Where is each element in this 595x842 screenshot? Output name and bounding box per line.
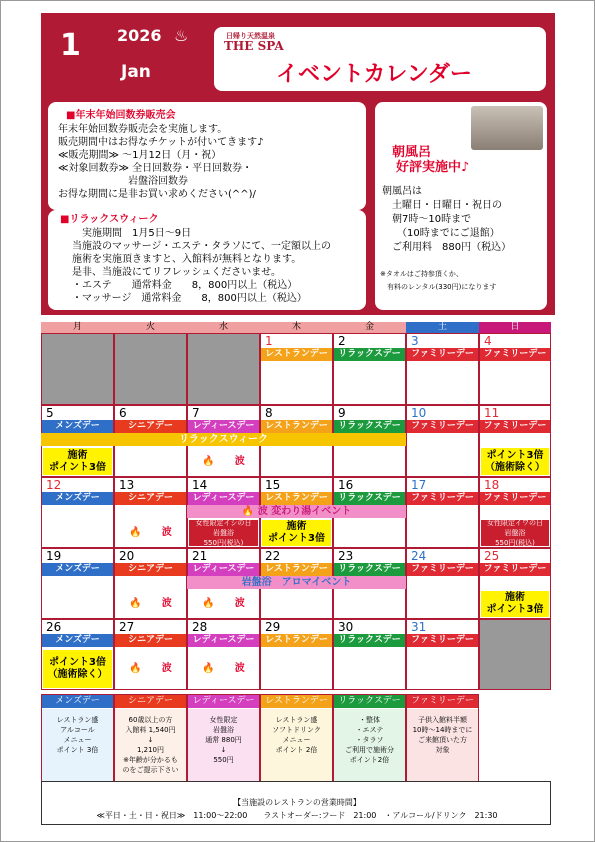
day-tag: リラックスデー bbox=[334, 492, 405, 505]
day-tag: ファミリーデー bbox=[480, 563, 550, 576]
legend-tag: レストランデー bbox=[261, 695, 332, 708]
legend-tag: レディースデー bbox=[188, 695, 259, 708]
event-banner: リラックスウィーク bbox=[41, 433, 406, 446]
coupon-heading: ■年末年始回数券販売会 bbox=[66, 110, 176, 121]
towel-note-2: 有料のレンタル(330円)になります bbox=[380, 283, 497, 291]
coupon-line: ≪対象回数券≫ 全日回数券・平日回数券・ bbox=[58, 163, 253, 174]
day-number: 10 bbox=[411, 406, 427, 420]
hot-spring-icon: ♨ bbox=[174, 26, 189, 45]
day-number: 24 bbox=[411, 549, 427, 563]
day-note: ポイント3倍 （施術除く） bbox=[43, 650, 112, 688]
day-number: 30 bbox=[338, 620, 354, 634]
legend-tag: メンズデー bbox=[42, 695, 113, 708]
relax-line: 施術を実施頂きますと、入館料が無料となります。 bbox=[62, 254, 302, 265]
weekday-label: 水 bbox=[187, 322, 260, 333]
legend-desc: レストラン盛 アルコール メニュー ポイント 3倍 bbox=[42, 709, 113, 781]
day-number: 19 bbox=[46, 549, 62, 563]
day-note: 🔥 波 bbox=[202, 598, 245, 609]
day-note: 施術 ポイント3倍 bbox=[262, 520, 331, 546]
coupon-line: 販売期間中はお得なチケットが付いてきます♪ bbox=[58, 137, 264, 148]
calendar-day bbox=[406, 548, 479, 619]
day-tag: レディースデー bbox=[188, 634, 259, 647]
day-tag: リラックスデー bbox=[334, 348, 405, 361]
day-number: 21 bbox=[192, 549, 208, 563]
calendar-day bbox=[479, 619, 551, 690]
day-tag: レストランデー bbox=[261, 492, 332, 505]
day-number: 11 bbox=[484, 406, 500, 420]
legend-cell bbox=[114, 694, 187, 782]
day-note: 施術 ポイント3倍 bbox=[481, 591, 549, 617]
calendar-day bbox=[41, 477, 114, 548]
day-number: 26 bbox=[46, 620, 62, 634]
legend-tag: ファミリーデー bbox=[407, 695, 478, 708]
relax-heading: ■リラックスウィーク bbox=[60, 214, 159, 225]
calendar-week bbox=[41, 405, 551, 477]
coupon-line: ≪販売期間≫ ～1月12日（月・祝） bbox=[58, 150, 222, 161]
calendar-day bbox=[187, 333, 260, 405]
day-tag: シニアデー bbox=[115, 634, 186, 647]
day-note: 🔥 波 bbox=[202, 663, 245, 674]
day-tag: リラックスデー bbox=[334, 634, 405, 647]
calendar-day bbox=[187, 619, 260, 690]
day-tag: ファミリーデー bbox=[407, 348, 478, 361]
day-tag: リラックスデー bbox=[334, 420, 405, 433]
day-tag: レストランデー bbox=[261, 634, 332, 647]
relax-line: ・エステ 通常料金 8，800円以上（税込） bbox=[62, 280, 298, 291]
day-tag: ファミリーデー bbox=[480, 492, 550, 505]
relax-line: 当施設のマッサージ・エステ・タラソにて、一定額以上の bbox=[62, 241, 331, 252]
calendar-day bbox=[114, 333, 187, 405]
legend-tag: シニアデー bbox=[115, 695, 186, 708]
day-number: 12 bbox=[46, 478, 62, 492]
day-number: 4 bbox=[484, 334, 492, 348]
day-note: 女性限定イワの日 岩盤浴 550円(税込) bbox=[481, 520, 549, 546]
towel-note: ※タオルはご持参頂くか、 bbox=[380, 270, 463, 278]
year: 2026 bbox=[117, 26, 162, 45]
day-number: 9 bbox=[338, 406, 346, 420]
weekday-label: 日 bbox=[479, 322, 551, 333]
calendar-day bbox=[479, 477, 551, 548]
calendar-day bbox=[479, 405, 551, 477]
day-tag: レストランデー bbox=[261, 563, 332, 576]
legend-desc: 60歳以上の方 入館料 1,540円 ↓ 1,210円 ※年齢が分かるも のをご提示下さい bbox=[115, 709, 186, 781]
day-number: 18 bbox=[484, 478, 500, 492]
day-note: ポイント3倍 （施術除く） bbox=[481, 448, 549, 475]
day-tag: ファミリーデー bbox=[480, 348, 550, 361]
relax-line: ・マッサージ 通常料金 8，800円以上（税込） bbox=[62, 293, 307, 304]
day-number: 27 bbox=[119, 620, 135, 634]
bath-photo bbox=[471, 106, 543, 150]
day-number: 29 bbox=[265, 620, 281, 634]
day-number: 7 bbox=[192, 406, 200, 420]
day-number: 5 bbox=[46, 406, 54, 420]
day-tag: ファミリーデー bbox=[407, 563, 478, 576]
calendar-day bbox=[41, 548, 114, 619]
restaurant-hours-text: ≪平日・土・日・祝日≫ 11:00～22:00 ラストオーダー:フード 21:00 ・アルコール/ドリンク 21:30 bbox=[96, 811, 498, 820]
coupon-line: 岩盤浴回数券 bbox=[58, 176, 188, 187]
day-note: 🔥 波 bbox=[202, 455, 245, 467]
calendar-week bbox=[41, 333, 551, 405]
restaurant-hours-title: 【当施設のレストランの営業時間】 bbox=[233, 798, 361, 807]
day-tag: レディースデー bbox=[188, 420, 259, 433]
day-number: 6 bbox=[119, 406, 127, 420]
day-number: 23 bbox=[338, 549, 354, 563]
legend-desc: 子供入館料半額 10時～14時までに ご来館頂いた方 対象 bbox=[407, 709, 478, 781]
weekday-label: 金 bbox=[333, 322, 406, 333]
day-note: 🔥 波 bbox=[129, 598, 172, 609]
coupon-line: お得な期間に是非お買い求めください(^^)/ bbox=[58, 189, 256, 200]
legend-desc: 女性限定 岩盤浴 通常 880円 ↓ 550円 bbox=[188, 709, 259, 781]
page-title: イベントカレンダー bbox=[276, 62, 472, 87]
day-tag: メンズデー bbox=[42, 492, 113, 505]
day-number: 15 bbox=[265, 478, 281, 492]
day-tag: メンズデー bbox=[42, 634, 113, 647]
day-number: 16 bbox=[338, 478, 354, 492]
day-number: 20 bbox=[119, 549, 135, 563]
month-number: 1 bbox=[60, 28, 81, 63]
calendar-day bbox=[406, 405, 479, 477]
weekday-header bbox=[41, 322, 551, 333]
day-note: 施術 ポイント3倍 bbox=[43, 448, 112, 475]
legend-cell bbox=[260, 694, 333, 782]
day-tag: メンズデー bbox=[42, 420, 113, 433]
calendar-day bbox=[260, 619, 333, 690]
day-tag: シニアデー bbox=[115, 420, 186, 433]
day-tag: メンズデー bbox=[42, 563, 113, 576]
day-number: 28 bbox=[192, 620, 208, 634]
calendar-day bbox=[406, 333, 479, 405]
relax-line: 是非、当施設にてリフレッシュくださいませ。 bbox=[62, 267, 281, 278]
calendar-week bbox=[41, 548, 551, 619]
day-note: 🔥 波 bbox=[129, 527, 172, 538]
coupon-line: 年末年始回数券販売会を実施します。 bbox=[58, 124, 228, 135]
calendar-day bbox=[114, 548, 187, 619]
calendar-day bbox=[333, 619, 406, 690]
morning-subtitle: 好評実施中♪ bbox=[396, 160, 470, 175]
day-tag: レストランデー bbox=[261, 420, 332, 433]
day-number: 25 bbox=[484, 549, 500, 563]
day-tag: ファミリーデー bbox=[407, 420, 478, 433]
day-note: 🔥 波 bbox=[129, 663, 172, 674]
legend-tag: リラックスデー bbox=[334, 695, 405, 708]
day-number: 13 bbox=[119, 478, 135, 492]
weekday-label: 土 bbox=[406, 322, 479, 333]
day-number: 1 bbox=[265, 334, 273, 348]
day-tag: ファミリーデー bbox=[407, 492, 478, 505]
day-tag: レディースデー bbox=[188, 492, 259, 505]
legend-desc: レストラン盛 ソフトドリンク メニュー ポイント 2倍 bbox=[261, 709, 332, 781]
day-tag: リラックスデー bbox=[334, 563, 405, 576]
morning-line: 朝風呂は bbox=[382, 186, 422, 197]
day-number: 14 bbox=[192, 478, 208, 492]
calendar-day bbox=[479, 333, 551, 405]
day-number: 3 bbox=[411, 334, 419, 348]
day-tag: ファミリーデー bbox=[407, 634, 478, 647]
day-tag: ファミリーデー bbox=[480, 420, 550, 433]
month-name: Jan bbox=[121, 62, 151, 82]
day-number: 22 bbox=[265, 549, 281, 563]
day-number: 31 bbox=[411, 620, 427, 634]
day-note: 女性限定イシの日 岩盤浴 550円(税込) bbox=[189, 520, 258, 546]
legend-desc: ・整体 ・エステ ・タラソ ご利用で施術分 ポイント2倍 bbox=[334, 709, 405, 781]
day-tag: シニアデー bbox=[115, 563, 186, 576]
event-banner: 岩盤浴 アロマイベント bbox=[187, 576, 406, 589]
morning-title: 朝風呂 bbox=[392, 145, 432, 160]
calendar-week bbox=[41, 619, 551, 690]
calendar-day bbox=[406, 477, 479, 548]
morning-line: 土曜日・日曜日・祝日の bbox=[382, 200, 502, 211]
morning-line: 朝7時～10時まで bbox=[382, 214, 472, 225]
morning-line: （10時までにご退館） bbox=[382, 228, 500, 239]
weekday-label: 木 bbox=[260, 322, 333, 333]
calendar-day bbox=[114, 619, 187, 690]
day-number: 17 bbox=[411, 478, 427, 492]
legend-cell bbox=[406, 694, 479, 782]
event-banner: 🔥 波 変わり湯イベント bbox=[187, 505, 406, 518]
day-tag: レディースデー bbox=[188, 563, 259, 576]
spa-name: THE SPA bbox=[224, 39, 284, 53]
legend-cell bbox=[333, 694, 406, 782]
spa-subtitle: 日帰り天然温泉 bbox=[226, 32, 275, 40]
calendar-week bbox=[41, 477, 551, 548]
calendar-day bbox=[41, 333, 114, 405]
legend-cell bbox=[41, 694, 114, 782]
title-box bbox=[214, 27, 546, 91]
relax-line: 実施期間 1月5日～9日 bbox=[62, 228, 192, 239]
weekday-label: 火 bbox=[114, 322, 187, 333]
calendar-day bbox=[333, 333, 406, 405]
day-number: 8 bbox=[265, 406, 273, 420]
day-number: 2 bbox=[338, 334, 346, 348]
day-tag: レストランデー bbox=[261, 348, 332, 361]
calendar-day bbox=[260, 333, 333, 405]
calendar-day bbox=[114, 477, 187, 548]
legend-row bbox=[41, 694, 551, 782]
morning-line: ご利用料 880円（税込） bbox=[382, 242, 512, 253]
day-tag: シニアデー bbox=[115, 492, 186, 505]
legend-cell bbox=[187, 694, 260, 782]
calendar-day bbox=[479, 548, 551, 619]
calendar-day bbox=[41, 619, 114, 690]
restaurant-hours-box bbox=[41, 781, 551, 825]
calendar-day bbox=[406, 619, 479, 690]
weekday-label: 月 bbox=[41, 322, 114, 333]
